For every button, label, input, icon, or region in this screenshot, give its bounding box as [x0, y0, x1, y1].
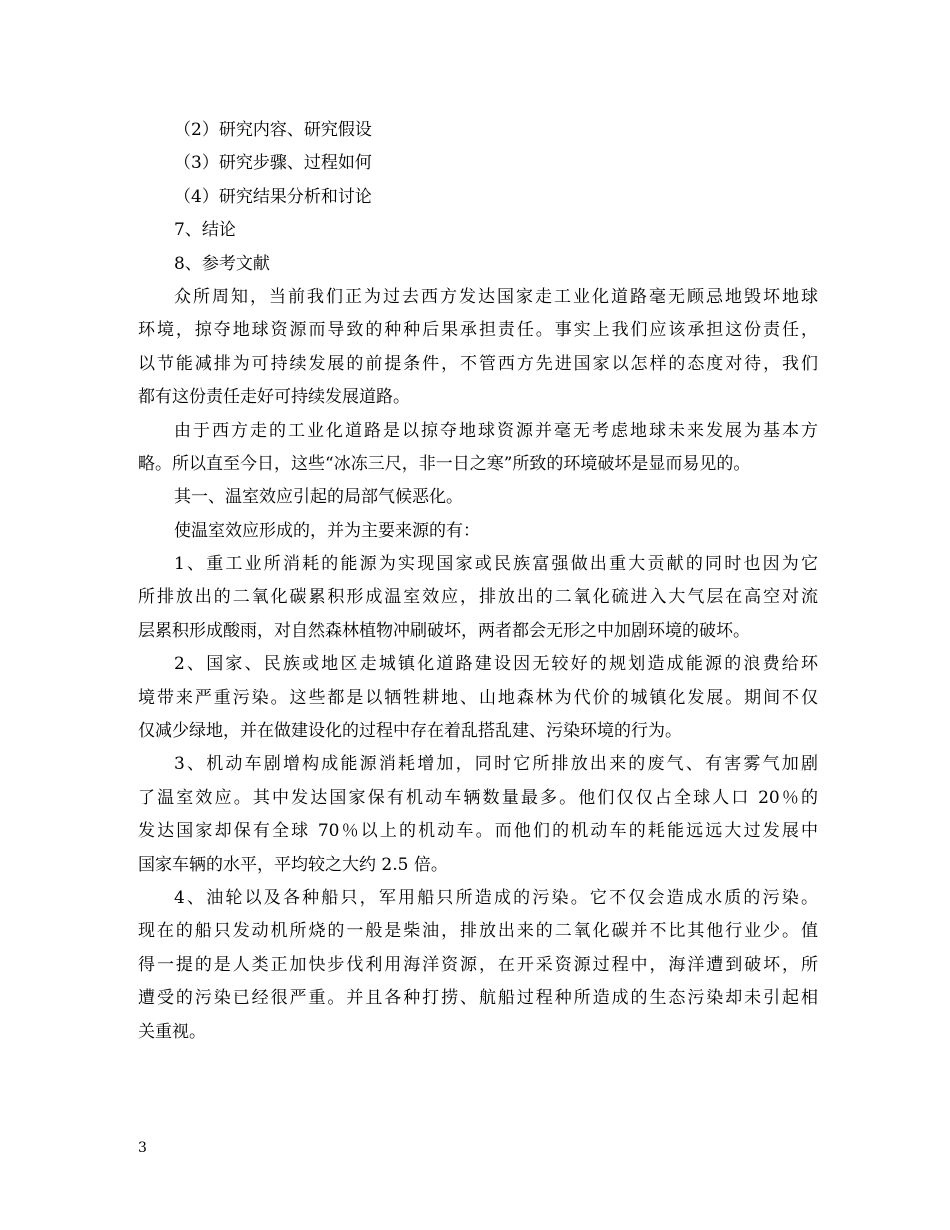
paragraph-line: 国家车辆的水平，平均较之大约 2.5 倍。 [138, 854, 448, 875]
paragraph-line: 得一提的是人类正加快步伐利用海洋资源，在开采资源过程中，海洋遭到破坏，所 [138, 954, 818, 975]
outline-item-4: （4）研究结果分析和讨论 [174, 186, 372, 207]
paragraph-line: 略。所以直至今日，这些“冰冻三尺，非一日之寒”所致的环境破坏是显而易见的。 [138, 453, 751, 474]
paragraph-line: 关重视。 [138, 1021, 206, 1042]
paragraph-line: 了温室效应。其中发达国家保有机动车辆数量最多。他们仅仅占全球人口 20％的 [138, 787, 818, 808]
paragraph-line: 所排放出的二氧化碳累积形成温室效应，排放出的二氧化硫进入大气层在高空对流 [138, 587, 818, 608]
paragraph-line: 环境，掠夺地球资源而导致的种种后果承担责任。事实上我们应该承担这份责任， [138, 320, 818, 341]
paragraph-line: 众所周知，当前我们正为过去西方发达国家走工业化道路毫无顾忌地毁坏地球 [174, 286, 818, 307]
paragraph-line: 由于西方走的工业化道路是以掠夺地球资源并毫无考虑地球未来发展为基本方 [174, 420, 818, 441]
paragraph-line: 1、重工业所消耗的能源为实现国家或民族富强做出重大贡献的同时也因为它 [174, 554, 818, 575]
paragraph-line: 3、机动车剧增构成能源消耗增加，同时它所排放出来的废气、有害雾气加剧 [174, 754, 818, 775]
outline-item-2: （2）研究内容、研究假设 [174, 120, 372, 140]
paragraph-line: 2、国家、民族或地区走城镇化道路建设因无较好的规划造成能源的浪费给环 [174, 654, 818, 675]
paragraph-line: 以节能减排为可持续发展的前提条件，不管西方先进国家以怎样的态度对待，我们 [138, 353, 818, 374]
paragraph-line: 仅减少绿地，并在做建设化的过程中存在着乱搭乱建、污染环境的行为。 [138, 721, 682, 742]
paragraph-line: 遭受的污染已经很严重。并且各种打捞、航船过程种所造成的生态污染却未引起相 [138, 988, 818, 1009]
paragraph-line: 层累积形成酸雨，对自然森林植物冲刷破坏，两者都会无形之中加剧环境的破坏。 [138, 620, 750, 641]
section-conclusion: 7、结论 [174, 220, 236, 241]
paragraph-line: 4、油轮以及各种船只，军用船只所造成的污染。它不仅会造成水质的污染。 [174, 887, 818, 908]
paragraph-line: 使温室效应形成的，并为主要来源的有： [174, 520, 480, 541]
page-number: 3 [138, 1140, 147, 1156]
paragraph-line: 都有这份责任走好可持续发展道路。 [138, 387, 410, 408]
paragraph-line: 其一、温室效应引起的局部气候恶化。 [174, 487, 463, 508]
outline-item-3: （3）研究步骤、过程如何 [174, 153, 372, 174]
section-references: 8、参考文献 [174, 253, 270, 274]
paragraph-line: 发达国家却保有全球 70％以上的机动车。而他们的机动车的耗能远远大过发展中 [138, 821, 818, 842]
body-text [138, 114, 818, 1049]
paragraph-line: 境带来严重污染。这些都是以牺牲耕地、山地森林为代价的城镇化发展。期间不仅 [138, 687, 818, 708]
paragraph-line: 现在的船只发动机所烧的一般是柴油，排放出来的二氧化碳并不比其他行业少。值 [138, 921, 818, 942]
